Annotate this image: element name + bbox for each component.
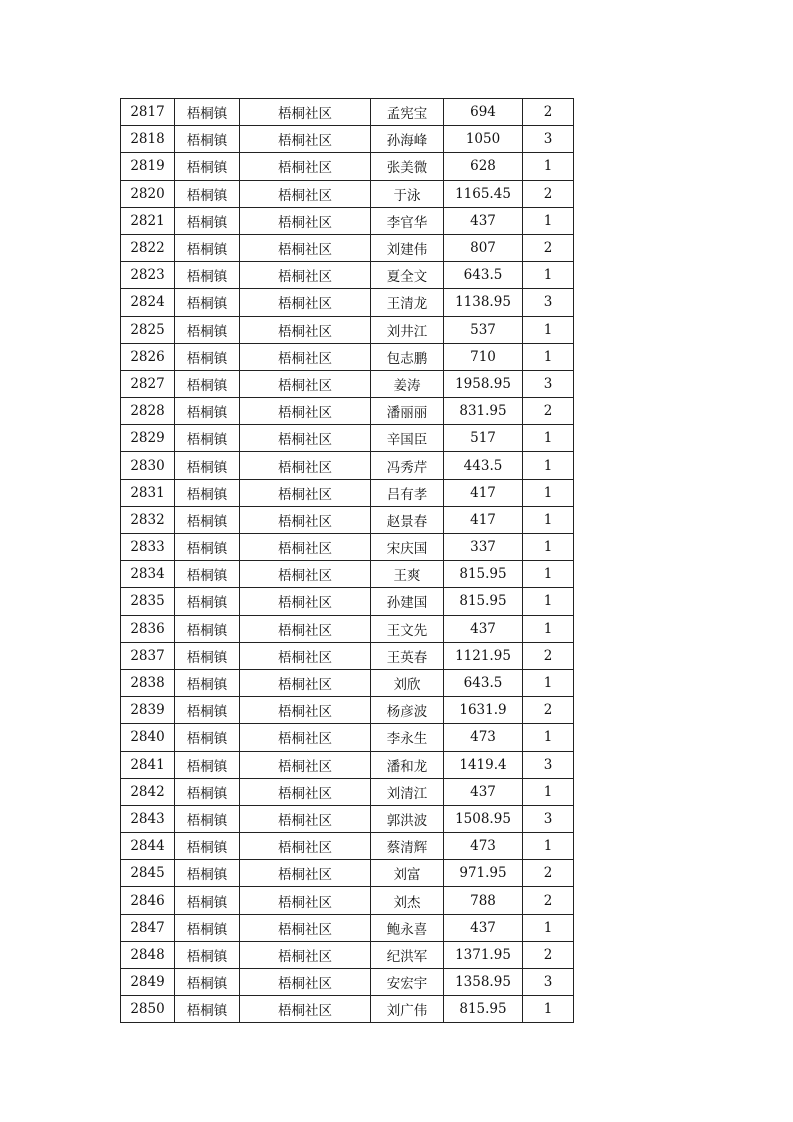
name-cell: 孙海峰 — [371, 126, 444, 153]
table-row — [121, 724, 574, 751]
row-number-cell: 2819 — [121, 153, 175, 180]
community-cell: 梧桐社区 — [240, 506, 371, 533]
row-number-cell: 2827 — [121, 370, 175, 397]
community-cell: 梧桐社区 — [240, 561, 371, 588]
row-number-cell: 2829 — [121, 425, 175, 452]
town-cell: 梧桐镇 — [175, 506, 240, 533]
amount-cell: 417 — [444, 506, 523, 533]
community-cell: 梧桐社区 — [240, 833, 371, 860]
community-cell: 梧桐社区 — [240, 778, 371, 805]
name-cell: 夏全文 — [371, 262, 444, 289]
community-cell: 梧桐社区 — [240, 153, 371, 180]
community-cell: 梧桐社区 — [240, 207, 371, 234]
row-number-cell: 2846 — [121, 887, 175, 914]
community-cell: 梧桐社区 — [240, 398, 371, 425]
amount-cell: 1138.95 — [444, 289, 523, 316]
count-cell: 2 — [523, 860, 574, 887]
community-cell: 梧桐社区 — [240, 479, 371, 506]
amount-cell: 1050 — [444, 126, 523, 153]
name-cell: 蔡清辉 — [371, 833, 444, 860]
row-number-cell: 2838 — [121, 669, 175, 696]
town-cell: 梧桐镇 — [175, 99, 240, 126]
table-row — [121, 234, 574, 261]
name-cell: 王清龙 — [371, 289, 444, 316]
amount-cell: 710 — [444, 343, 523, 370]
count-cell: 3 — [523, 289, 574, 316]
count-cell: 1 — [523, 833, 574, 860]
town-cell: 梧桐镇 — [175, 615, 240, 642]
count-cell: 1 — [523, 506, 574, 533]
amount-cell: 643.5 — [444, 669, 523, 696]
row-number-cell: 2818 — [121, 126, 175, 153]
count-cell: 1 — [523, 262, 574, 289]
town-cell: 梧桐镇 — [175, 642, 240, 669]
amount-cell: 417 — [444, 479, 523, 506]
row-number-cell: 2828 — [121, 398, 175, 425]
town-cell: 梧桐镇 — [175, 887, 240, 914]
community-cell: 梧桐社区 — [240, 914, 371, 941]
amount-cell: 1958.95 — [444, 370, 523, 397]
count-cell: 1 — [523, 425, 574, 452]
table-row — [121, 669, 574, 696]
count-cell: 3 — [523, 805, 574, 832]
row-number-cell: 2825 — [121, 316, 175, 343]
count-cell: 2 — [523, 180, 574, 207]
count-cell: 3 — [523, 969, 574, 996]
town-cell: 梧桐镇 — [175, 996, 240, 1023]
town-cell: 梧桐镇 — [175, 751, 240, 778]
amount-cell: 815.95 — [444, 588, 523, 615]
town-cell: 梧桐镇 — [175, 289, 240, 316]
table-row — [121, 642, 574, 669]
row-number-cell: 2824 — [121, 289, 175, 316]
amount-cell: 1358.95 — [444, 969, 523, 996]
amount-cell: 1508.95 — [444, 805, 523, 832]
town-cell: 梧桐镇 — [175, 969, 240, 996]
name-cell: 王英春 — [371, 642, 444, 669]
row-number-cell: 2823 — [121, 262, 175, 289]
amount-cell: 815.95 — [444, 561, 523, 588]
table-row — [121, 506, 574, 533]
community-cell: 梧桐社区 — [240, 262, 371, 289]
community-cell: 梧桐社区 — [240, 99, 371, 126]
count-cell: 1 — [523, 207, 574, 234]
table-row — [121, 370, 574, 397]
table-row — [121, 561, 574, 588]
town-cell: 梧桐镇 — [175, 669, 240, 696]
table-row — [121, 941, 574, 968]
name-cell: 刘建伟 — [371, 234, 444, 261]
table-row — [121, 887, 574, 914]
amount-cell: 807 — [444, 234, 523, 261]
count-cell: 2 — [523, 642, 574, 669]
name-cell: 刘杰 — [371, 887, 444, 914]
count-cell: 1 — [523, 914, 574, 941]
community-cell: 梧桐社区 — [240, 669, 371, 696]
name-cell: 辛国臣 — [371, 425, 444, 452]
name-cell: 纪洪军 — [371, 941, 444, 968]
name-cell: 刘清江 — [371, 778, 444, 805]
community-cell: 梧桐社区 — [240, 996, 371, 1023]
table-row — [121, 180, 574, 207]
amount-cell: 971.95 — [444, 860, 523, 887]
name-cell: 包志鹏 — [371, 343, 444, 370]
row-number-cell: 2845 — [121, 860, 175, 887]
amount-cell: 1121.95 — [444, 642, 523, 669]
row-number-cell: 2817 — [121, 99, 175, 126]
row-number-cell: 2834 — [121, 561, 175, 588]
row-number-cell: 2826 — [121, 343, 175, 370]
amount-cell: 643.5 — [444, 262, 523, 289]
name-cell: 潘和龙 — [371, 751, 444, 778]
count-cell: 2 — [523, 398, 574, 425]
amount-cell: 437 — [444, 914, 523, 941]
community-cell: 梧桐社区 — [240, 724, 371, 751]
row-number-cell: 2830 — [121, 452, 175, 479]
name-cell: 郭洪波 — [371, 805, 444, 832]
count-cell: 1 — [523, 343, 574, 370]
row-number-cell: 2842 — [121, 778, 175, 805]
row-number-cell: 2836 — [121, 615, 175, 642]
row-number-cell: 2844 — [121, 833, 175, 860]
community-cell: 梧桐社区 — [240, 615, 371, 642]
name-cell: 姜涛 — [371, 370, 444, 397]
count-cell: 1 — [523, 452, 574, 479]
town-cell: 梧桐镇 — [175, 697, 240, 724]
row-number-cell: 2835 — [121, 588, 175, 615]
name-cell: 宋庆国 — [371, 534, 444, 561]
count-cell: 2 — [523, 887, 574, 914]
amount-cell: 1371.95 — [444, 941, 523, 968]
amount-cell: 694 — [444, 99, 523, 126]
name-cell: 吕有孝 — [371, 479, 444, 506]
name-cell: 孙建国 — [371, 588, 444, 615]
amount-cell: 437 — [444, 207, 523, 234]
count-cell: 2 — [523, 697, 574, 724]
row-number-cell: 2848 — [121, 941, 175, 968]
amount-cell: 1165.45 — [444, 180, 523, 207]
table-row — [121, 153, 574, 180]
name-cell: 冯秀芹 — [371, 452, 444, 479]
name-cell: 王爽 — [371, 561, 444, 588]
row-number-cell: 2832 — [121, 506, 175, 533]
count-cell: 1 — [523, 615, 574, 642]
records-table-body — [121, 99, 574, 1023]
count-cell: 1 — [523, 479, 574, 506]
table-row — [121, 126, 574, 153]
count-cell: 1 — [523, 316, 574, 343]
town-cell: 梧桐镇 — [175, 262, 240, 289]
community-cell: 梧桐社区 — [240, 425, 371, 452]
name-cell: 于泳 — [371, 180, 444, 207]
name-cell: 刘井江 — [371, 316, 444, 343]
table-row — [121, 996, 574, 1023]
name-cell: 刘富 — [371, 860, 444, 887]
community-cell: 梧桐社区 — [240, 534, 371, 561]
town-cell: 梧桐镇 — [175, 534, 240, 561]
row-number-cell: 2840 — [121, 724, 175, 751]
name-cell: 李官华 — [371, 207, 444, 234]
row-number-cell: 2850 — [121, 996, 175, 1023]
community-cell: 梧桐社区 — [240, 126, 371, 153]
count-cell: 2 — [523, 99, 574, 126]
community-cell: 梧桐社区 — [240, 697, 371, 724]
town-cell: 梧桐镇 — [175, 180, 240, 207]
town-cell: 梧桐镇 — [175, 941, 240, 968]
name-cell: 刘欣 — [371, 669, 444, 696]
table-row — [121, 262, 574, 289]
table-row — [121, 805, 574, 832]
name-cell: 赵景春 — [371, 506, 444, 533]
amount-cell: 831.95 — [444, 398, 523, 425]
town-cell: 梧桐镇 — [175, 398, 240, 425]
count-cell: 2 — [523, 234, 574, 261]
table-row — [121, 343, 574, 370]
table-row — [121, 289, 574, 316]
count-cell: 3 — [523, 751, 574, 778]
table-row — [121, 316, 574, 343]
name-cell: 鲍永喜 — [371, 914, 444, 941]
town-cell: 梧桐镇 — [175, 724, 240, 751]
row-number-cell: 2837 — [121, 642, 175, 669]
name-cell: 安宏宇 — [371, 969, 444, 996]
town-cell: 梧桐镇 — [175, 833, 240, 860]
table-row — [121, 588, 574, 615]
table-row — [121, 751, 574, 778]
community-cell: 梧桐社区 — [240, 452, 371, 479]
row-number-cell: 2843 — [121, 805, 175, 832]
community-cell: 梧桐社区 — [240, 180, 371, 207]
table-row — [121, 615, 574, 642]
town-cell: 梧桐镇 — [175, 479, 240, 506]
count-cell: 1 — [523, 996, 574, 1023]
town-cell: 梧桐镇 — [175, 234, 240, 261]
row-number-cell: 2847 — [121, 914, 175, 941]
community-cell: 梧桐社区 — [240, 642, 371, 669]
community-cell: 梧桐社区 — [240, 343, 371, 370]
community-cell: 梧桐社区 — [240, 370, 371, 397]
town-cell: 梧桐镇 — [175, 588, 240, 615]
town-cell: 梧桐镇 — [175, 452, 240, 479]
community-cell: 梧桐社区 — [240, 234, 371, 261]
table-row — [121, 479, 574, 506]
row-number-cell: 2821 — [121, 207, 175, 234]
community-cell: 梧桐社区 — [240, 860, 371, 887]
town-cell: 梧桐镇 — [175, 370, 240, 397]
community-cell: 梧桐社区 — [240, 289, 371, 316]
records-table — [120, 98, 574, 1023]
row-number-cell: 2833 — [121, 534, 175, 561]
town-cell: 梧桐镇 — [175, 343, 240, 370]
table-row — [121, 833, 574, 860]
amount-cell: 537 — [444, 316, 523, 343]
count-cell: 1 — [523, 778, 574, 805]
table-row — [121, 860, 574, 887]
table-row — [121, 534, 574, 561]
row-number-cell: 2820 — [121, 180, 175, 207]
count-cell: 1 — [523, 724, 574, 751]
amount-cell: 473 — [444, 833, 523, 860]
community-cell: 梧桐社区 — [240, 751, 371, 778]
row-number-cell: 2831 — [121, 479, 175, 506]
amount-cell: 628 — [444, 153, 523, 180]
town-cell: 梧桐镇 — [175, 316, 240, 343]
count-cell: 1 — [523, 669, 574, 696]
row-number-cell: 2849 — [121, 969, 175, 996]
amount-cell: 1419.4 — [444, 751, 523, 778]
name-cell: 刘广伟 — [371, 996, 444, 1023]
town-cell: 梧桐镇 — [175, 914, 240, 941]
table-row — [121, 452, 574, 479]
name-cell: 杨彦波 — [371, 697, 444, 724]
amount-cell: 437 — [444, 778, 523, 805]
table-row — [121, 914, 574, 941]
row-number-cell: 2839 — [121, 697, 175, 724]
name-cell: 张美微 — [371, 153, 444, 180]
amount-cell: 437 — [444, 615, 523, 642]
town-cell: 梧桐镇 — [175, 561, 240, 588]
amount-cell: 1631.9 — [444, 697, 523, 724]
amount-cell: 443.5 — [444, 452, 523, 479]
count-cell: 2 — [523, 941, 574, 968]
amount-cell: 473 — [444, 724, 523, 751]
amount-cell: 517 — [444, 425, 523, 452]
table-row — [121, 398, 574, 425]
table-row — [121, 425, 574, 452]
table-row — [121, 969, 574, 996]
count-cell: 3 — [523, 370, 574, 397]
table-row — [121, 207, 574, 234]
amount-cell: 337 — [444, 534, 523, 561]
community-cell: 梧桐社区 — [240, 969, 371, 996]
name-cell: 王文先 — [371, 615, 444, 642]
table-row — [121, 697, 574, 724]
count-cell: 1 — [523, 534, 574, 561]
community-cell: 梧桐社区 — [240, 316, 371, 343]
name-cell: 潘丽丽 — [371, 398, 444, 425]
table-row — [121, 99, 574, 126]
name-cell: 孟宪宝 — [371, 99, 444, 126]
table-row — [121, 778, 574, 805]
amount-cell: 788 — [444, 887, 523, 914]
town-cell: 梧桐镇 — [175, 207, 240, 234]
community-cell: 梧桐社区 — [240, 805, 371, 832]
count-cell: 1 — [523, 153, 574, 180]
town-cell: 梧桐镇 — [175, 425, 240, 452]
name-cell: 李永生 — [371, 724, 444, 751]
town-cell: 梧桐镇 — [175, 126, 240, 153]
community-cell: 梧桐社区 — [240, 588, 371, 615]
count-cell: 3 — [523, 126, 574, 153]
community-cell: 梧桐社区 — [240, 887, 371, 914]
town-cell: 梧桐镇 — [175, 153, 240, 180]
count-cell: 1 — [523, 588, 574, 615]
town-cell: 梧桐镇 — [175, 778, 240, 805]
town-cell: 梧桐镇 — [175, 805, 240, 832]
count-cell: 1 — [523, 561, 574, 588]
community-cell: 梧桐社区 — [240, 941, 371, 968]
amount-cell: 815.95 — [444, 996, 523, 1023]
row-number-cell: 2822 — [121, 234, 175, 261]
town-cell: 梧桐镇 — [175, 860, 240, 887]
row-number-cell: 2841 — [121, 751, 175, 778]
